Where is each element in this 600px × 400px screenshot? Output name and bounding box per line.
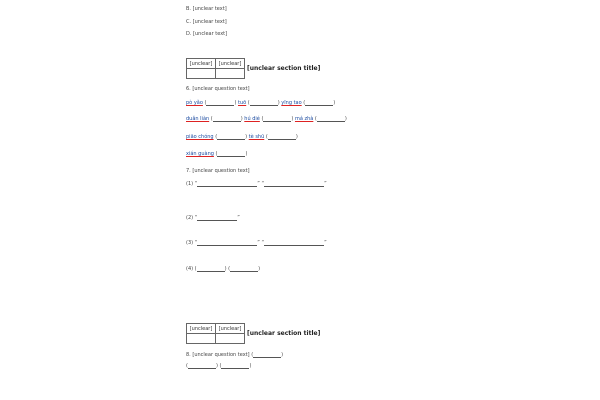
option-c: C. [unclear text]: [186, 19, 227, 25]
q7-part-2: (2) “ ”: [186, 215, 240, 221]
q6-intro: 6. [unclear question text]: [186, 86, 250, 92]
q6-line-4: xián guàng ( ): [186, 151, 248, 157]
option-b: B. [unclear text]: [186, 6, 227, 12]
q8-line-1: 8. [unclear question text] ( ): [186, 352, 284, 358]
score-header-2b: [unclear]: [216, 324, 245, 334]
score-table-2: [186, 323, 245, 344]
score-header-1b: [unclear]: [187, 324, 216, 334]
pinyin-2: tuō: [238, 100, 247, 106]
q8-line-2: ( ) ( ): [186, 363, 252, 369]
pinyin-5: hú dié: [244, 116, 260, 122]
score-header-1: [unclear]: [187, 59, 216, 69]
section-title-2: [unclear section title]: [247, 65, 321, 72]
pinyin-1: pò yǎo: [186, 100, 203, 106]
pinyin-6: má zhà: [294, 116, 314, 122]
pinyin-4: duǎn liàn: [186, 116, 210, 122]
section-title-3: [unclear section title]: [247, 330, 321, 337]
pinyin-9: xián guàng: [186, 151, 214, 157]
option-d: D. [unclear text]: [186, 31, 228, 37]
q6-line-2: duǎn liàn ( ) hú dié ( ) má zhà ( ): [186, 116, 347, 122]
q7-part-1: (1) “ ” “ ”: [186, 181, 327, 187]
pinyin-8: tè shū: [248, 134, 265, 140]
pinyin-3: yīng tao: [281, 100, 302, 106]
q6-line-1: pò yǎo ( ) tuō ( ) yīng tao ( ): [186, 100, 336, 106]
pinyin-7: piāo chóng: [186, 134, 214, 140]
q6-line-3: piāo chóng ( ) tè shū ( ): [186, 134, 298, 140]
score-header-2: [unclear]: [216, 59, 245, 69]
q7-part-3: (3) “ ” “ ”: [186, 240, 327, 246]
q7-part-4: (4) ( ) ( ): [186, 266, 261, 272]
q7-intro: 7. [unclear question text]: [186, 168, 250, 174]
score-table: [186, 58, 245, 79]
